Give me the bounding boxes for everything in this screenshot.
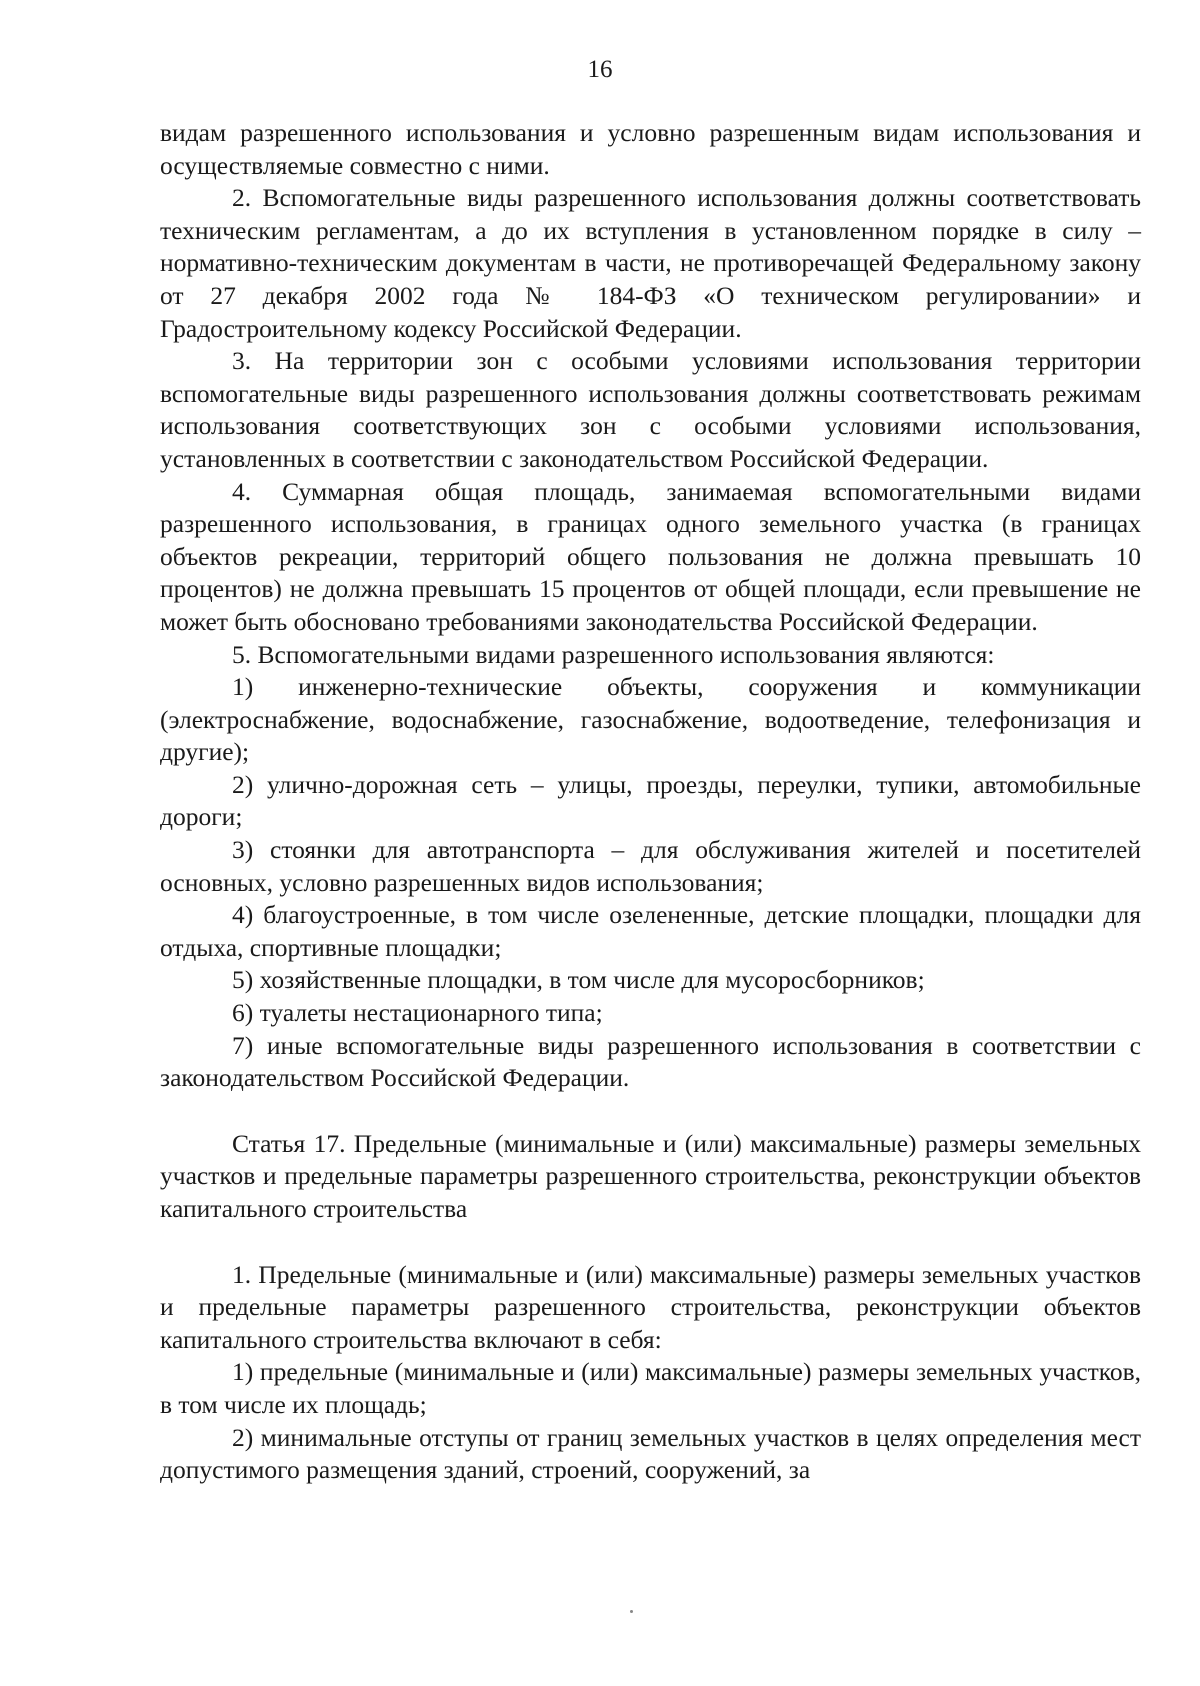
paragraph-item-2: 2. Вспомогательные виды разрешенного использования должны соответствовать техническим регламентам, а до их вступления в установленном порядке в силу – нормативно-техническим документам в части, не противоречащей Федеральному закону от 27 декабря 2002 года № 184-ФЗ «О техническом регулировании» и Градостроительному кодексу Российской Федерации. (160, 183, 1141, 343)
article-list-item-2: 2) минимальные отступы от границ земельных участков в целях определения мест допустимого размещения зданий, строений, сооружений, за (160, 1422, 1141, 1485)
paragraph-continuation: видам разрешенного использования и условно разрешенным видам использования и осуществляемые совместно с ними. (160, 118, 1141, 180)
list-item-1: 1) инженерно-технические объекты, сооружения и коммуникации (электроснабжение, водоснабжение, газоснабжение, водоотведение, телефонизация и другие); (160, 672, 1141, 767)
article-list-item-1: 1) предельные (минимальные и (или) максимальные) размеры земельных участков, в том числе их площадь; (160, 1357, 1141, 1419)
list-item-5: 5) хозяйственные площадки, в том числе для мусоросборников; (232, 965, 925, 995)
paragraph-item-5: 5. Вспомогательными видами разрешенного использования являются: (232, 639, 995, 669)
list-item-4: 4) благоустроенные, в том числе озелененные, детские площадки, площадки для отдыха, спортивные площадки; (160, 900, 1141, 962)
list-item-2: 2) улично-дорожная сеть – улицы, проезды, переулки, тупики, автомобильные дороги; (160, 769, 1141, 832)
scan-artifact-dot (630, 1610, 633, 1613)
paragraph-item-3: 3. На территории зон с особыми условиями использования территории вспомогательные виды разрешенного использования должны соответствовать режимам использования соответствующих зон с особыми условиями использования, установленных в соответствии с законодательством Российской Федерации. (160, 346, 1141, 473)
article-paragraph-1: 1. Предельные (минимальные и (или) максимальные) размеры земельных участков и предельные параметры разрешенного строительства, реконструкции объектов капитального строительства включают в себя: (160, 1259, 1141, 1354)
page-number: 16 (587, 56, 613, 83)
list-item-6: 6) туалеты нестационарного типа; (232, 998, 603, 1028)
list-item-3: 3) стоянки для автотранспорта – для обслуживания жителей и посетителей основных, условно разрешенных видов использования; (160, 835, 1141, 897)
document-body (160, 117, 1141, 1487)
paragraph-item-4: 4. Суммарная общая площадь, занимаемая вспомогательными видами разрешенного использования, в границах одного земельного участка (в границах объектов рекреации, территорий общего пользования не должна превышать 10 процентов) не должна превышать 15 процентов от общей площади, если превышение не может быть обосновано требованиями законодательства Российской Федерации. (160, 476, 1141, 636)
article-heading: Статья 17. Предельные (минимальные и (или) максимальные) размеры земельных участков и предельные параметры разрешенного строительства, реконструкции объектов капитального строительства (160, 1128, 1141, 1223)
list-item-7: 7) иные вспомогательные виды разрешенного использования в соответствии с законодательством Российской Федерации. (160, 1030, 1141, 1093)
